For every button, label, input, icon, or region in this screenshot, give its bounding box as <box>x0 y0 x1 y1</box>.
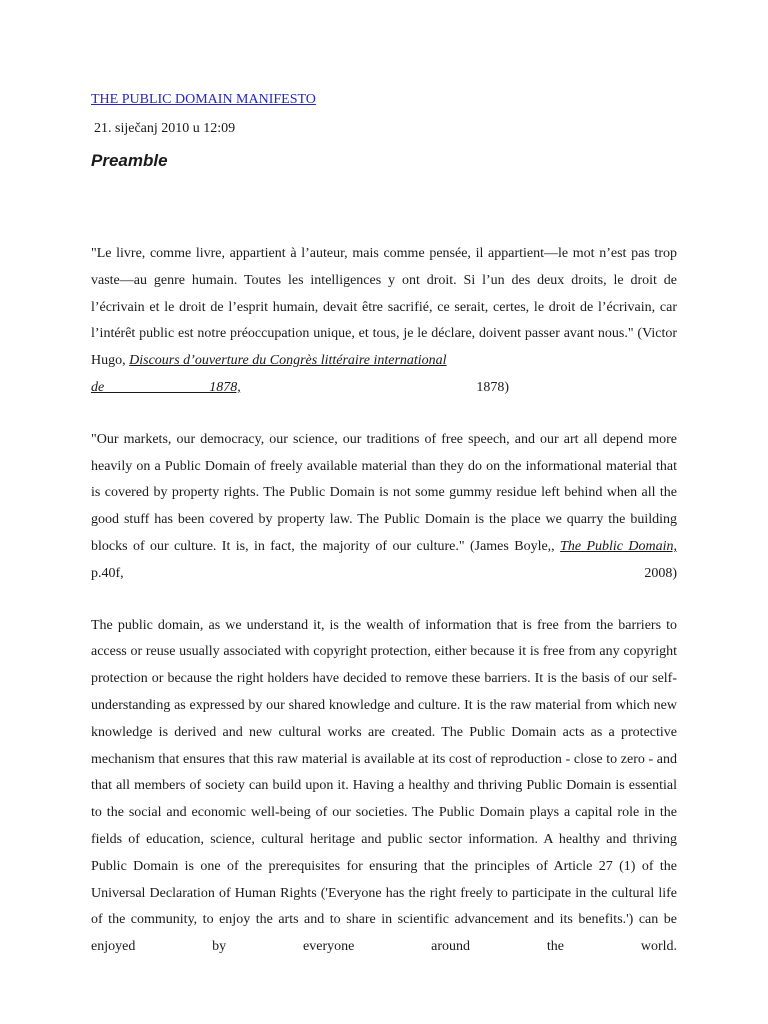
post-date: 21. siječanj 2010 u 12:09 <box>94 121 236 136</box>
document-page <box>91 91 677 961</box>
hugo-quote-paragraph <box>91 241 677 402</box>
hugo-citation-year: 1878) <box>476 379 509 395</box>
hugo-citation-row <box>91 375 677 402</box>
boyle-quote-paragraph <box>91 427 677 588</box>
manifesto-title-link[interactable]: THE PUBLIC DOMAIN MANIFESTO <box>91 92 316 107</box>
hugo-source-link-continued[interactable]: de 1878, <box>91 379 241 395</box>
preamble-heading: Preamble <box>91 151 168 170</box>
hugo-source-link[interactable]: Discours d’ouverture du Congrès littéraire international <box>129 353 447 369</box>
boyle-citation-tail: p.40f, 2008) <box>91 565 677 581</box>
public-domain-paragraph: The public domain, as we understand it, is the wealth of information that is free from the barriers to access or reuse usually associated with copyright protection, either because it is free from any copyright protection or because the right holders have decided to remove these barriers. It is the basis of our self-understanding as expressed by our shared knowledge and culture. It is the raw material from which new knowledge is derived and new cultural works are created. The Public Domain acts as a protective mechanism that ensures that this raw material is available at its cost of reproduction - close to zero - and that all members of society can build upon it. Having a healthy and thriving Public Domain is essential to the social and economic well-being of our societies. The Public Domain plays a capital role in the fields of education, science, cultural heritage and public sector information. A healthy and thriving Public Domain is one of the prerequisites for ensuring that the principles of Article 27 (1) of the Universal Declaration of Human Rights ('Everyone has the right freely to participate in the cultural life of the community, to enjoy the arts and to share in scientific advancement and its benefits.') can be enjoyed by everyone around the world. <box>91 617 677 955</box>
boyle-source-link[interactable]: The Public Domain, <box>560 538 677 554</box>
boyle-quote-text: "Our markets, our democracy, our science, our traditions of free speech, and our art all depend more heavily on a Public Domain of freely available material than they do on the informational material that is covered by property rights. The Public Domain is not some gummy residue left behind when all the good stuff has been covered by property law. The Public Domain is the place we quarry the building blocks of our culture. It is, in fact, the majority of our culture." (James Boyle,, <box>91 431 677 554</box>
hugo-quote-text: "Le livre, comme livre, appartient à l’auteur, mais comme pensée, il appartient—le mot n’est pas trop vaste—au genre humain. Toutes les intelligences y ont droit. Si l’un des deux droits, le droit de l’écrivain et le droit de l’esprit humain, devait être sacrifié, ce serait, certes, le droit de l’écrivain, car l’intérêt public est notre préoccupation unique, et tous, je le déclare, doivent passer avant nous." (Victor Hugo, <box>91 246 677 369</box>
